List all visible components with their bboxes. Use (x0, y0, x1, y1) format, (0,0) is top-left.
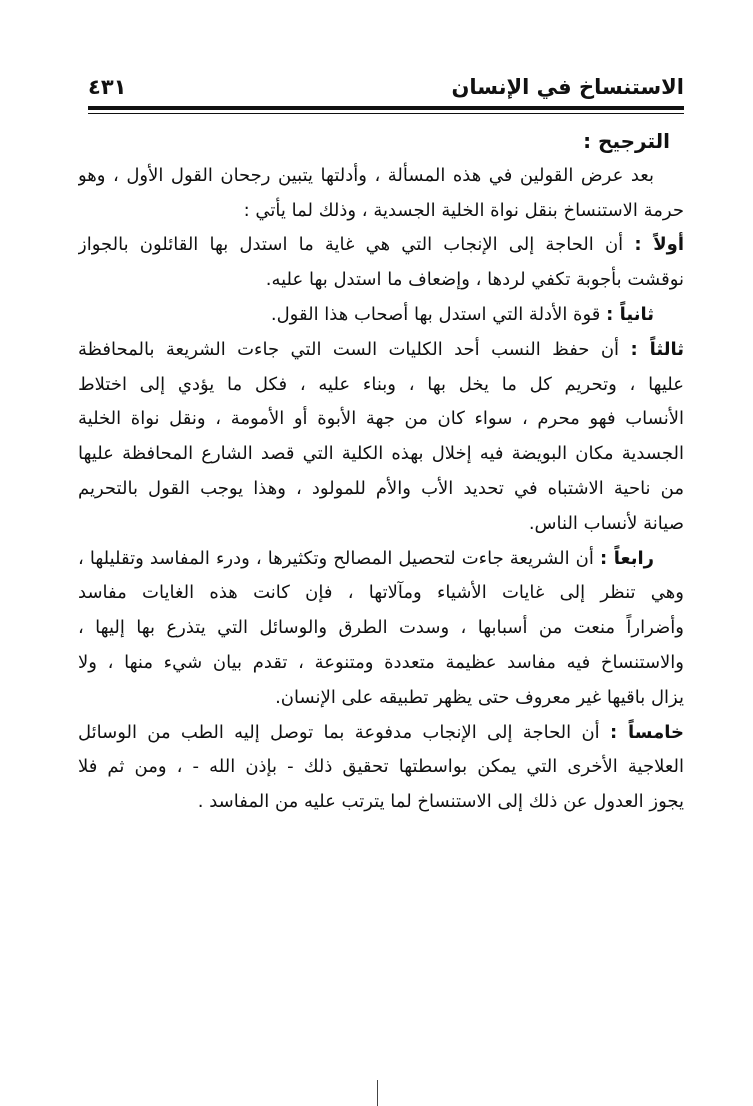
point-line: الأنساب فهو محرم ، سواء كان من جهة الأبوة أو الأمومة ، ونقل نواة الخلية (78, 408, 684, 430)
point-line: وهي تنظر إلى غايات الأشياء ومآلاتها ، فإن كانت هذه الغايات مفاسد (78, 582, 684, 604)
intro-line: حرمة الاستنساخ بنقل نواة الخلية الجسدية ، وذلك لما يأتي : (243, 199, 684, 221)
point-lead: رابعاً : (599, 547, 654, 569)
running-title: الاستنساخ في الإنسان (451, 75, 684, 99)
page-edge-mark (377, 1080, 378, 1106)
point-line: نوقشت بأجوبة تكفي لردها ، وإضعاف ما استدل بها عليه. (265, 269, 684, 291)
point-line (78, 333, 684, 368)
point-lead: أولاً : (634, 234, 684, 256)
body-text (78, 124, 684, 820)
point-line (78, 228, 684, 263)
intro-line: بعد عرض القولين في هذه المسألة ، وأدلتها يتبين رجحان القول الأول ، وهو (78, 164, 654, 186)
section-heading: الترجيح : (583, 129, 670, 153)
point-line (78, 542, 684, 577)
header-rule-thin (88, 113, 684, 114)
point-text: أن الحاجة إلى الإنجاب التي هي غاية ما استدل بها القائلون بالجواز (78, 234, 624, 256)
point-line: عليها ، وتحريم كل ما يخل بها ، وبناء عليه ، فكل ما يؤدي إلى اختلاط (78, 373, 684, 395)
point-text: أن حفظ النسب أحد الكليات الست التي جاءت الشريعة بالمحافظة (78, 338, 620, 360)
point-line (78, 298, 684, 333)
point-lead: خامساً : (609, 721, 684, 743)
header-rule-thick (88, 106, 684, 110)
page-header (88, 72, 684, 102)
page-number: ٤٣١ (88, 75, 127, 99)
point-line: وأضراراً منعت من أسبابها ، وسدت الطرق والوسائل التي يتذرع بها إليها ، (78, 617, 684, 639)
point-lead: ثالثاً : (630, 338, 684, 360)
point-line: الجسدية مكان البويضة فيه إخلال بهذه الكلية التي قصد الشارع المحافظة عليها (78, 443, 684, 465)
point-line: والاستنساخ فيه مفاسد عظيمة متعددة ومتنوعة ، تقدم بيان شيء منها ، ولا (78, 651, 684, 673)
point-line: من ناحية الاشتباه في تحديد الأب والأم للمولود ، وهذا يوجب القول بالتحريم (78, 477, 684, 499)
point-line: يجوز العدول عن ذلك إلى الاستنساخ لما يترتب عليه من المفاسد . (197, 791, 684, 813)
point-line (78, 716, 684, 751)
point-text: أن الحاجة إلى الإنجاب مدفوعة بما توصل إليه الطب من الوسائل (78, 721, 600, 743)
point-text: قوة الأدلة التي استدل بها أصحاب هذا القول. (270, 303, 601, 325)
point-line: يزال باقيها غير معروف حتى يظهر تطبيقه على الإنسان. (275, 686, 684, 708)
point-lead: ثانياً : (606, 303, 654, 325)
point-text: أن الشريعة جاءت لتحصيل المصالح وتكثيرها ، ودرء المفاسد وتقليلها ، (78, 547, 594, 569)
point-line: صيانة لأنساب الناس. (528, 512, 684, 534)
point-line: العلاجية الأخرى التي يمكن بواسطتها تحقيق ذلك - بإذن الله - ، ومن ثم فلا (78, 756, 684, 778)
